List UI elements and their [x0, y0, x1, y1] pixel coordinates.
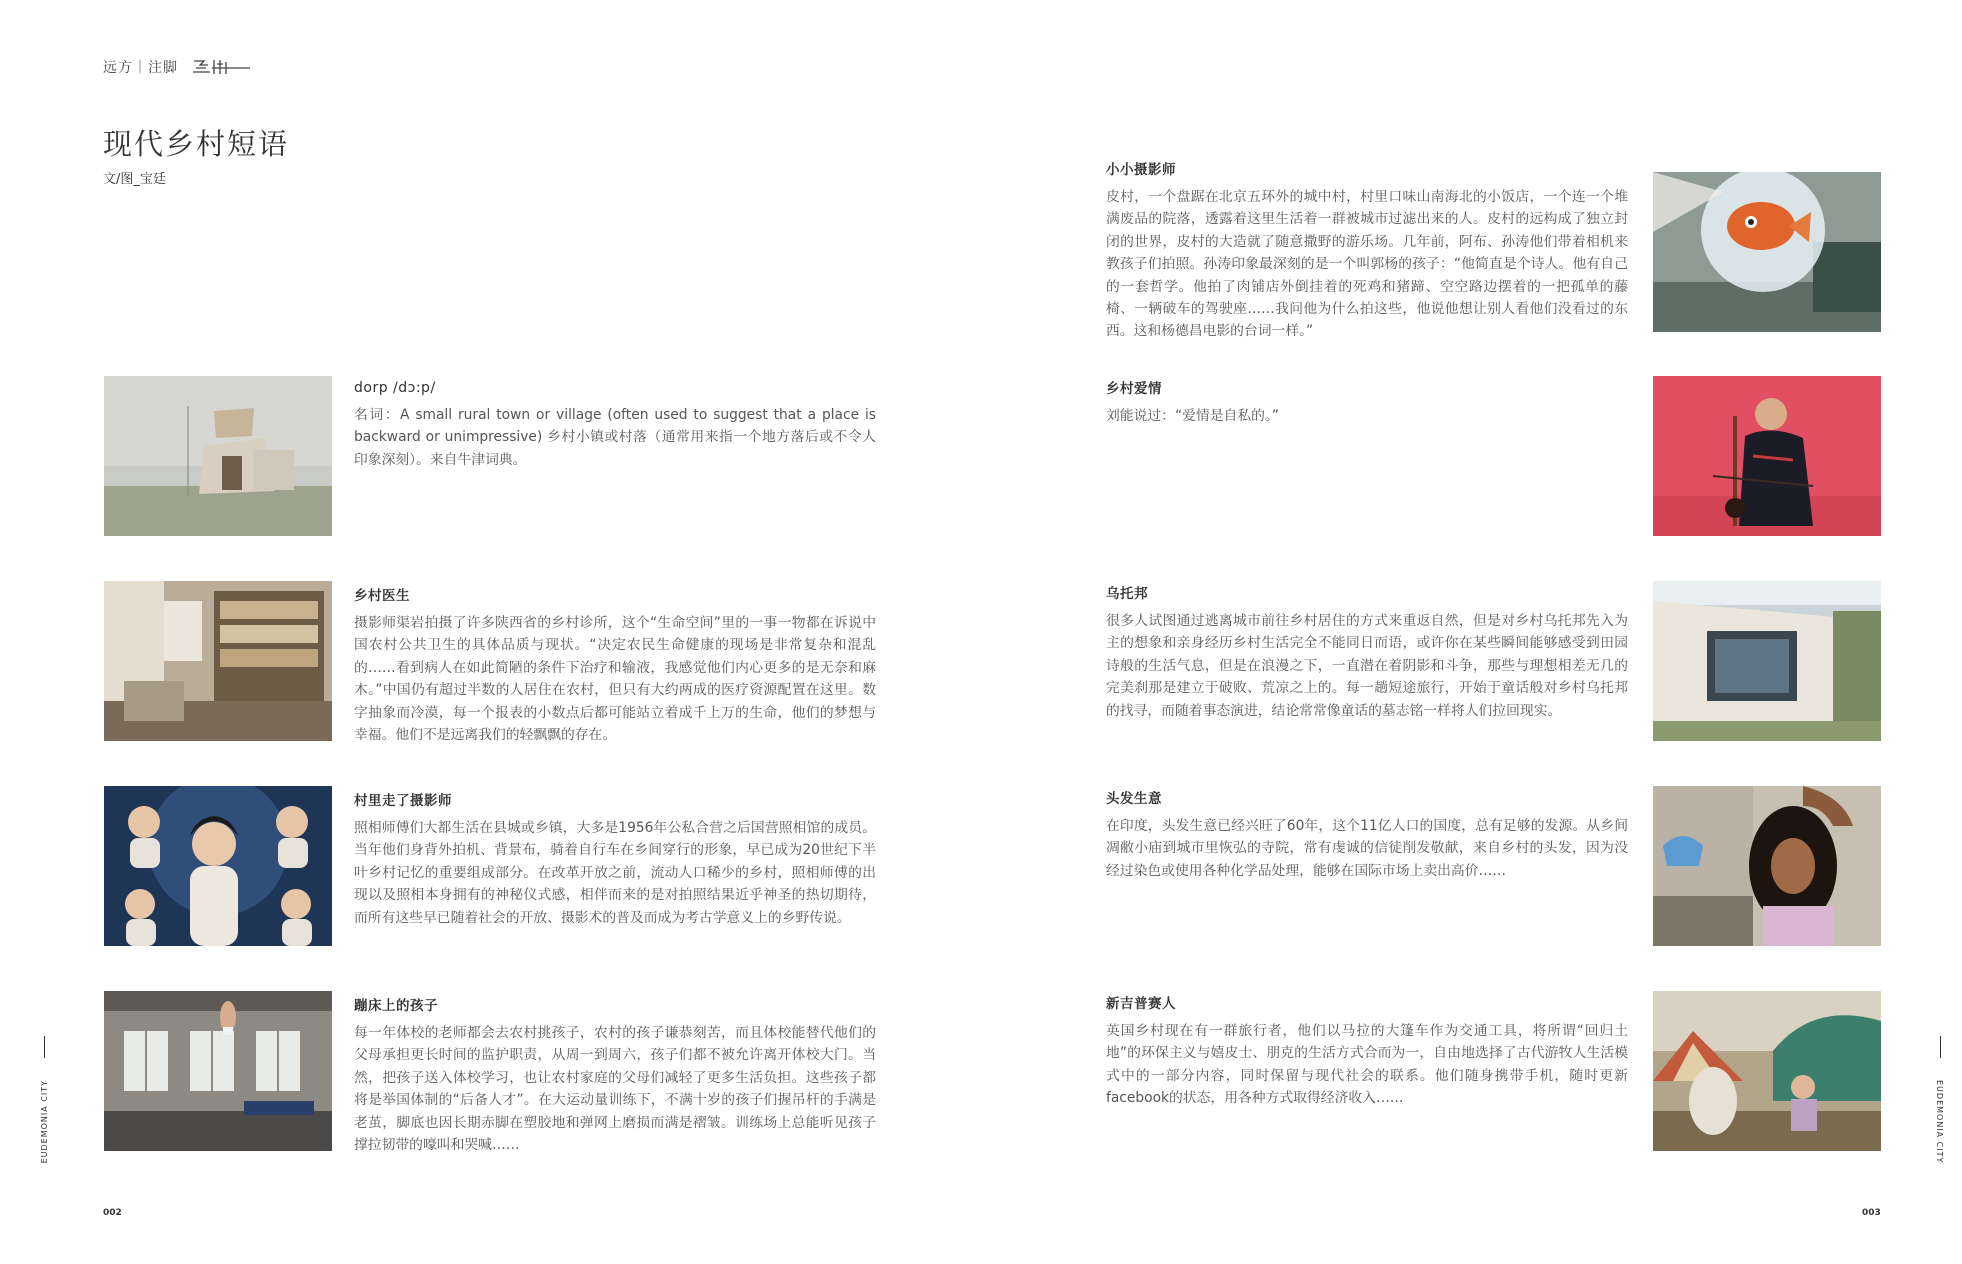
entry-trampoline-kids	[354, 994, 876, 1156]
entry-title: 乡村医生	[354, 588, 410, 604]
section-label: 远方｜注脚	[103, 60, 178, 76]
clinic-photo	[104, 581, 332, 741]
restaurant-photo	[104, 376, 332, 536]
entry-body: 在印度，头发生意已经兴旺了60年，这个11亿人口的国度，总有足够的发源。从乡间凋敝小庙到城市里恢弘的寺院，常有虔诚的信徒削发敬献，来自乡村的头发，因为没经过染色或使用各种化学品处理，能够在国际市场上卖出高价……	[1106, 818, 1628, 879]
entry-body: 皮村，一个盘踞在北京五环外的城中村，村里口味山南海北的小饭店，一个连一个堆满废品的院落，透露着这里生活着一群被城市过滤出来的人。皮村的远构成了独立封闭的世界，皮村的大造就了随意撒野的游乐场。几年前，阿布、孙涛他们带着相机来教孩子们拍照。孙涛印象最深刻的是一个叫郭杨的孩子：“他简直是个诗人。他有自己的一套哲学。他拍了肉铺店外倒挂着的死鸡和猪蹄、空空路边摆着的一把孤单的藤椅、一辆破车的驾驶座……我问他为什么拍这些，他说他想让别人看他们没看过的东西。这和杨德昌电影的台词一样。”	[1106, 189, 1628, 340]
entry-body: 名词：A small rural town or village (often used to suggest that a place is backward or unimpressive) 乡村小镇或村落（通常用来指一个地方落后或不令人印象深刻）。来自牛津词典。	[354, 407, 876, 468]
entry-village-doctor	[354, 584, 876, 746]
caravan-photo	[1653, 581, 1881, 741]
byline: 文/图_宝廷	[103, 172, 166, 187]
entry-photographer-left	[354, 789, 876, 929]
section-header	[103, 56, 252, 78]
entry-body: 摄影师渠岩拍摄了许多陕西省的乡村诊所，这个“生命空间”里的一事一物都在诉说中国农村公共卫生的具体品质与现状。“决定农民生命健康的现场是非常复杂和混乱的……看到病人在如此简陋的条件下治疗和输液，我感觉他们内心更多的是无奈和麻木。”中国仍有超过半数的人居住在农村，但只有大约两成的医疗资源配置在这里。数字抽象而冷漠，每一个报表的小数点后都可能站立着成千上万的生命，他们的梦想与幸福。他们不是远离我们的轻飘飘的存在。	[354, 615, 876, 744]
entry-dorp	[354, 380, 876, 471]
entry-title: 小小摄影师	[1106, 162, 1176, 178]
article-title: 现代乡村短语	[103, 127, 290, 161]
entry-new-gypsies	[1106, 992, 1628, 1110]
entry-title: dorp /dɔ:p/	[354, 380, 436, 396]
hair-braiding-photo	[1653, 786, 1881, 946]
entry-title: 新吉普赛人	[1106, 996, 1176, 1012]
erhu-player-photo	[1653, 376, 1881, 536]
entry-body: 英国乡村现在有一群旅行者，他们以马拉的大篷车作为交通工具，将所谓“回归土地”的环保主义与嬉皮士、朋克的生活方式合而为一，自由地选择了古代游牧人生活模式中的一部分内容，同时保留与现代社会的联系。他们随身携带手机，随时更新facebook的状态，用各种方式取得经济收入……	[1106, 1023, 1628, 1107]
entry-body: 刘能说过：“爱情是自私的。”	[1106, 408, 1279, 424]
right-margin-dash	[1940, 1036, 1941, 1058]
goldfish-photo	[1653, 172, 1881, 332]
left-margin-dash	[44, 1036, 45, 1058]
entry-village-love	[1106, 377, 1628, 427]
entry-title: 村里走了摄影师	[354, 793, 452, 809]
page-number-right: 003	[1862, 1208, 1881, 1218]
entry-title: 乌托邦	[1106, 586, 1148, 602]
entry-title: 头发生意	[1106, 791, 1162, 807]
entry-hair-business	[1106, 787, 1628, 882]
gypsy-camp-photo	[1653, 991, 1881, 1151]
entry-body: 照相师傅们大都生活在县城或乡镇，大多是1956年公私合营之后国营照相馆的成员。当年他们身背外拍机、背景布，骑着自行车在乡间穿行的形象，早已成为20世纪下半叶乡村记忆的重要组成部分。在改革开放之前，流动人口稀少的乡村，照相师傅的出现以及照相本身拥有的神秘仪式感，相伴而来的是对拍照结果近乎神圣的热切期待，而所有这些早已随着社会的开放、摄影术的普及而成为考古学意义上的乡野传说。	[354, 820, 876, 926]
page-number-left: 002	[103, 1208, 122, 1218]
studio-portrait-photo	[104, 786, 332, 946]
right-side-label: EUDEMONIA CITY	[1935, 1080, 1944, 1164]
left-side-label: EUDEMONIA CITY	[40, 1080, 49, 1164]
entry-body: 每一年体校的老师都会去农村挑孩子，农村的孩子谦恭刻苦，而且体校能替代他们的父母承担更长时间的监护职责，从周一到周六，孩子们都不被允许离开体校大门。当然，把孩子送入体校学习，也让农村家庭的父母们减轻了更多生活负担。这些孩子都将是举国体制的“后备人才”。在大运动量训练下，不满十岁的孩子们握吊杆的手满是老茧，脚底也因长期赤脚在塑胶地和弹网上磨损而满是褶皱。训练场上总能听见孩子撑拉韧带的嚎叫和哭喊……	[354, 1025, 876, 1154]
entry-title: 乡村爱情	[1106, 381, 1162, 397]
entry-utopia	[1106, 582, 1628, 722]
entry-little-photographers	[1106, 158, 1628, 343]
trampoline-photo	[104, 991, 332, 1151]
entry-title: 蹦床上的孩子	[354, 998, 438, 1014]
entry-body: 很多人试图通过逃离城市前往乡村居住的方式来重返自然，但是对乡村乌托邦先入为主的想象和亲身经历乡村生活完全不能同日而语，或许你在某些瞬间能够感受到田园诗般的生活气息，但是在浪漫之下，一直潜在着阴影和斗争，那些与理想相差无几的完美刹那是建立于破败、荒凉之上的。每一趟短途旅行，开始于童话般对乡村乌托邦的找寻，而随着事态演进，结论常常像童话的墓志铭一样将人们拉回现实。	[1106, 613, 1628, 719]
column-logo-icon	[190, 56, 252, 78]
